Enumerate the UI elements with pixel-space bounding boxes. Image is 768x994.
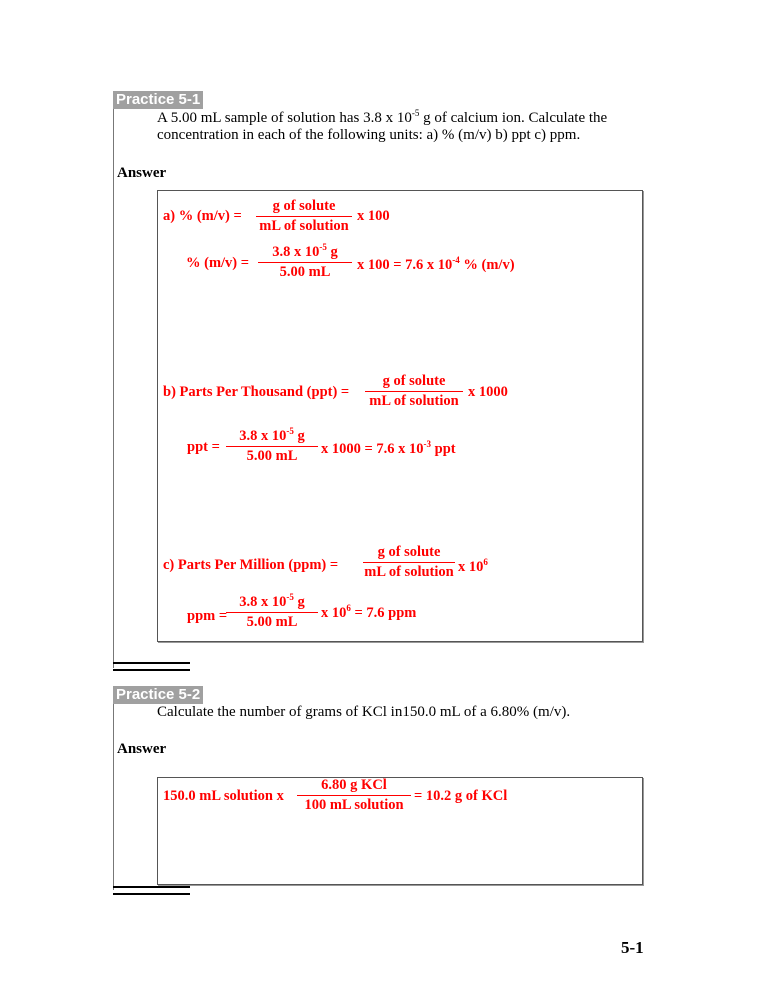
eq-label: b) Parts Per Thousand (ppt) = <box>163 384 350 400</box>
fraction: 6.80 g KCl 100 mL solution <box>297 777 411 814</box>
fraction: g of solute mL of solution <box>256 198 352 235</box>
eq-result: x 100 = 7.6 x $10^{-4}$ % (m/v) <box>357 255 515 273</box>
eq-label: a) % (m/v) = <box>163 208 242 224</box>
eq-term: x 1000 <box>468 384 508 400</box>
eq-label: % (m/v) = <box>186 255 250 271</box>
fraction: $\frac{3.8 x 10^{-5} g}{5.00 mL}$ <box>226 592 318 631</box>
eq-label: ppt = <box>187 439 220 455</box>
eq-term: x 100 <box>357 208 390 224</box>
eq-result: x $10^6 = 7.6$ ppm <box>321 603 417 621</box>
practice-tag: Practice 5-1 <box>113 91 203 109</box>
question-text: A 5.00 mL sample of solution has 3.8 x $10^{-5}$ g of calcium ion. Calculate the <box>157 108 608 126</box>
answer-heading: Answer <box>117 741 167 757</box>
margin-rule <box>113 92 114 668</box>
answer-heading: Answer <box>117 165 167 181</box>
eq-result: x 1000 = 7.6 x $10^{-3}$ ppt <box>321 439 456 457</box>
fraction: $\frac{3.8 x 10^{-5} g}{5.00 mL}$ <box>226 426 318 465</box>
eq-label: 150.0 mL solution x <box>163 788 284 804</box>
fraction: $\frac{3.8 x 10^{-5} g}{5.00 mL}$ <box>258 242 352 281</box>
margin-rule <box>113 686 114 890</box>
question-text: Calculate the number of grams of KCl in150.0 mL of a 6.80% (m/v). <box>157 704 571 720</box>
question-text: concentration in each of the following units: a) % (m/v) b) ppt c) ppm. <box>157 127 581 143</box>
practice-tag: Practice 5-2 <box>113 686 203 704</box>
eq-term: x $10^6$ <box>458 557 488 575</box>
eq-result: = 10.2 g of KCl <box>414 788 508 804</box>
section-divider <box>113 886 190 895</box>
fraction: g of solute mL of solution <box>364 544 454 580</box>
page-number: 5-1 <box>621 938 644 957</box>
eq-label: ppm = <box>187 608 228 624</box>
section-divider <box>113 662 190 671</box>
eq-label: c) Parts Per Million (ppm) = <box>163 557 339 573</box>
fraction: g of solute mL of solution <box>365 373 463 410</box>
